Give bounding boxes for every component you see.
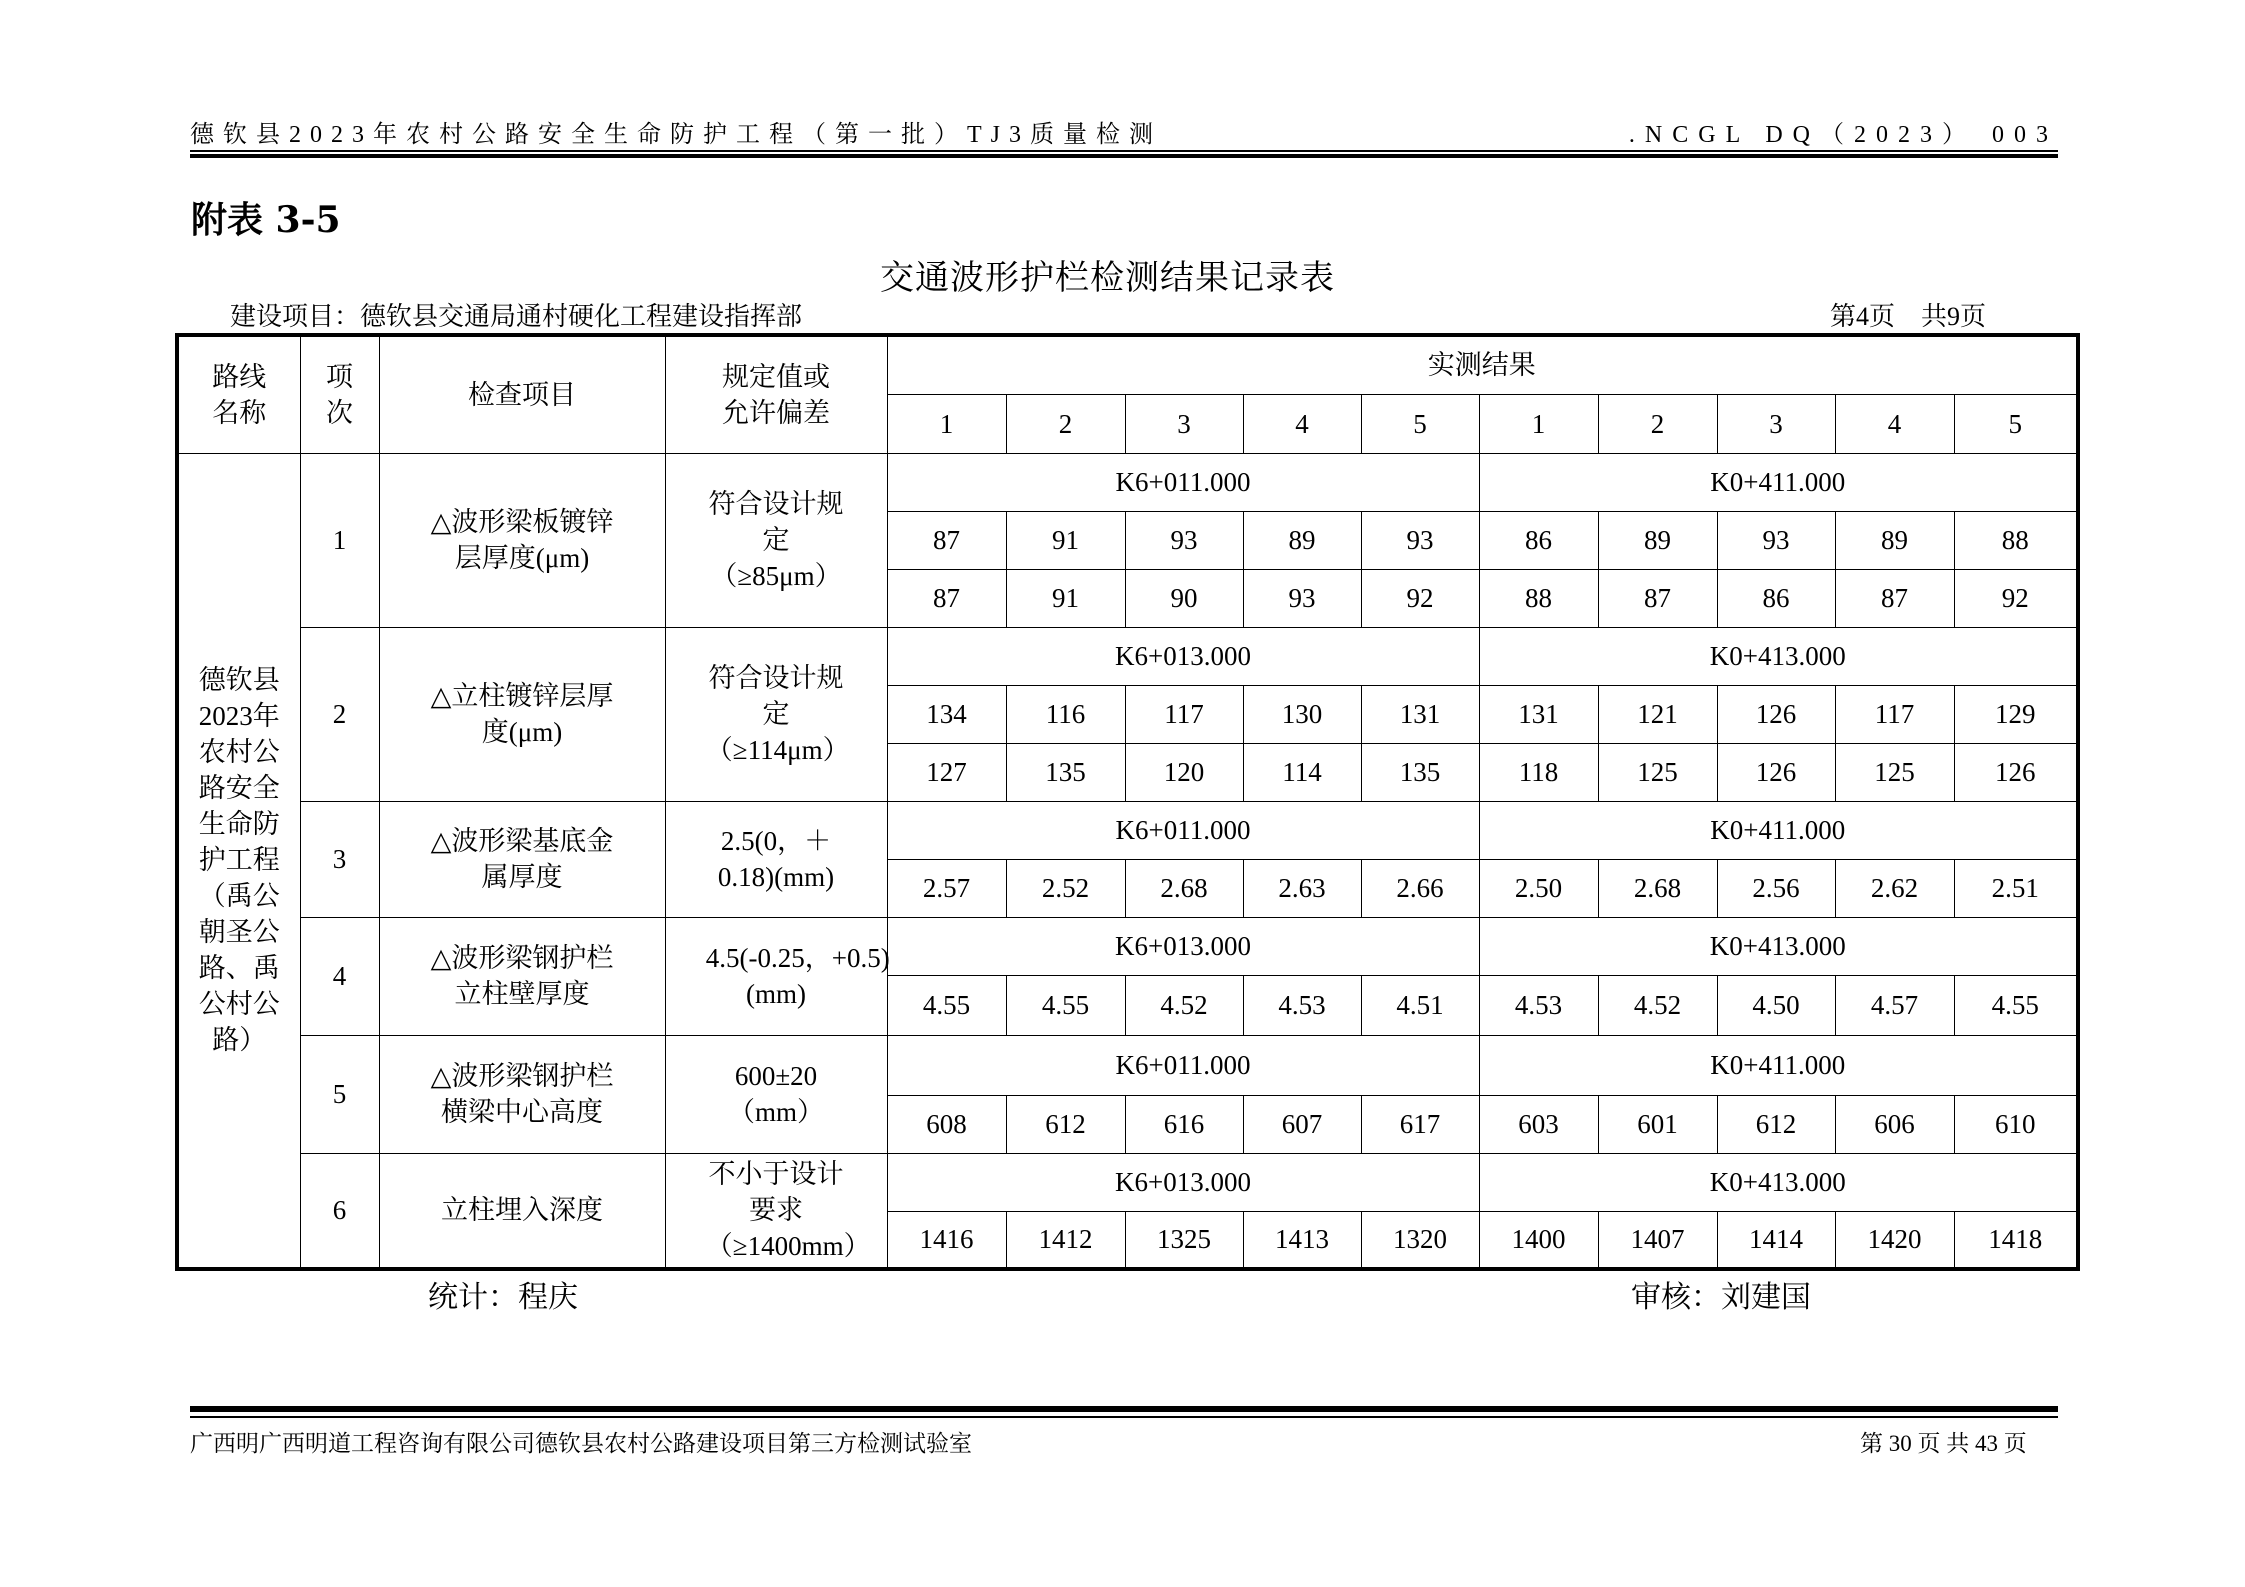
measurement-value: 91 bbox=[1006, 569, 1125, 627]
col-header-spec bbox=[665, 335, 887, 453]
check-item-name bbox=[379, 627, 665, 801]
measurement-value: 4.50 bbox=[1717, 975, 1835, 1035]
station-label: K6+011.000 bbox=[887, 801, 1479, 859]
page-title: 交通波形护栏检测结果记录表 bbox=[880, 258, 1335, 298]
check-item-name bbox=[379, 801, 665, 917]
measurement-value: 1320 bbox=[1361, 1211, 1479, 1269]
measurement-value: 606 bbox=[1835, 1095, 1954, 1153]
measurement-value: 616 bbox=[1125, 1095, 1243, 1153]
measurement-value: 126 bbox=[1717, 743, 1835, 801]
header-rule-thin bbox=[190, 150, 2058, 152]
header-project-title: 德钦县2023年农村公路安全生命防护工程（第一批）TJ3质量检测 bbox=[190, 122, 1162, 148]
point-number-header: 3 bbox=[1125, 394, 1243, 453]
spec-label: 4.5(-0.25，+0.5)(mm) bbox=[705, 943, 890, 1009]
measurement-value: 603 bbox=[1479, 1095, 1598, 1153]
spec-label: 600±20（mm） bbox=[727, 1061, 824, 1127]
measurement-value: 92 bbox=[1361, 569, 1479, 627]
spec-label: 符合设计规定（≥114μm） bbox=[705, 663, 850, 765]
item-number: 1 bbox=[300, 453, 379, 627]
running-header bbox=[190, 114, 2058, 148]
measurement-value: 1412 bbox=[1006, 1211, 1125, 1269]
spec-label: 不小于设计要求（≥1400mm） bbox=[705, 1159, 871, 1262]
measurement-value: 126 bbox=[1717, 685, 1835, 743]
measurement-value: 2.68 bbox=[1125, 859, 1243, 917]
reviewer-signature: 审核：刘建国 bbox=[1631, 1280, 1811, 1315]
point-number-header: 2 bbox=[1006, 394, 1125, 453]
point-number-header: 5 bbox=[1361, 394, 1479, 453]
point-number-header: 1 bbox=[887, 394, 1006, 453]
spec-value bbox=[665, 801, 887, 917]
footer-rule-thick bbox=[190, 1406, 2058, 1412]
measurement-value: 125 bbox=[1835, 743, 1954, 801]
measurement-value: 1407 bbox=[1598, 1211, 1717, 1269]
results-table bbox=[175, 333, 2080, 1271]
station-label: K0+413.000 bbox=[1479, 917, 2078, 975]
measurement-value: 126 bbox=[1954, 743, 2078, 801]
measurement-value: 89 bbox=[1835, 511, 1954, 569]
footer-rule-thin bbox=[190, 1416, 2058, 1418]
station-row bbox=[177, 1035, 2078, 1095]
measurement-value: 1413 bbox=[1243, 1211, 1361, 1269]
measurement-value: 93 bbox=[1125, 511, 1243, 569]
measurement-value: 120 bbox=[1125, 743, 1243, 801]
footer-page-number: 第 30 页 共 43 页 bbox=[1860, 1431, 2027, 1456]
measurement-value: 1414 bbox=[1717, 1211, 1835, 1269]
station-row bbox=[177, 453, 2078, 511]
statistician-signature: 统计：程庆 bbox=[428, 1280, 578, 1315]
measurement-value: 91 bbox=[1006, 511, 1125, 569]
col-header-check-item: 检查项目 bbox=[379, 335, 665, 453]
table-page-info: 第4页 共9页 bbox=[1830, 302, 1987, 331]
col-header-route bbox=[177, 335, 300, 453]
station-label: K0+411.000 bbox=[1479, 453, 2078, 511]
check-item-name bbox=[379, 453, 665, 627]
measurement-value: 4.55 bbox=[887, 975, 1006, 1035]
measurement-value: 118 bbox=[1479, 743, 1598, 801]
measurement-value: 607 bbox=[1243, 1095, 1361, 1153]
check-item-name bbox=[379, 917, 665, 1035]
col-header-spec-label: 规定值或允许偏差 bbox=[722, 361, 830, 428]
measurement-value: 2.68 bbox=[1598, 859, 1717, 917]
measurement-value: 4.57 bbox=[1835, 975, 1954, 1035]
measurement-value: 117 bbox=[1835, 685, 1954, 743]
measurement-value: 135 bbox=[1361, 743, 1479, 801]
point-number-header: 2 bbox=[1598, 394, 1717, 453]
item-number: 4 bbox=[300, 917, 379, 1035]
measurement-value: 1420 bbox=[1835, 1211, 1954, 1269]
measurement-value: 2.52 bbox=[1006, 859, 1125, 917]
check-item-label: △立柱镀锌层厚度(μm) bbox=[430, 681, 614, 747]
measurement-value: 4.51 bbox=[1361, 975, 1479, 1035]
header-rule-thick bbox=[190, 154, 2058, 158]
measurement-value: 129 bbox=[1954, 685, 2078, 743]
measurement-value: 1400 bbox=[1479, 1211, 1598, 1269]
measurement-value: 1325 bbox=[1125, 1211, 1243, 1269]
measurement-value: 2.57 bbox=[887, 859, 1006, 917]
measurement-value: 4.55 bbox=[1954, 975, 2078, 1035]
item-number: 5 bbox=[300, 1035, 379, 1153]
measurement-value: 87 bbox=[887, 511, 1006, 569]
measurement-value: 86 bbox=[1717, 569, 1835, 627]
measurement-value: 601 bbox=[1598, 1095, 1717, 1153]
measurement-value: 4.53 bbox=[1479, 975, 1598, 1035]
measurement-value: 89 bbox=[1598, 511, 1717, 569]
measurement-value: 88 bbox=[1479, 569, 1598, 627]
check-item-label: △波形梁板镀锌层厚度(μm) bbox=[430, 507, 614, 573]
spec-value bbox=[665, 627, 887, 801]
station-label: K0+413.000 bbox=[1479, 627, 2078, 685]
measurement-value: 87 bbox=[1835, 569, 1954, 627]
point-number-header: 1 bbox=[1479, 394, 1598, 453]
route-name: 德钦县2023年农村公路安全生命防护工程（禹公朝圣公路、禹公村公路） bbox=[198, 665, 280, 1056]
measurement-value: 93 bbox=[1361, 511, 1479, 569]
point-number-header: 5 bbox=[1954, 394, 2078, 453]
station-row bbox=[177, 627, 2078, 685]
measurement-value: 4.52 bbox=[1598, 975, 1717, 1035]
check-item-label: △波形梁钢护栏立柱壁厚度 bbox=[430, 943, 614, 1009]
measurement-value: 86 bbox=[1479, 511, 1598, 569]
measurement-value: 135 bbox=[1006, 743, 1125, 801]
col-header-results: 实测结果 bbox=[887, 335, 2078, 394]
measurement-value: 121 bbox=[1598, 685, 1717, 743]
station-label: K6+013.000 bbox=[887, 1153, 1479, 1211]
station-row bbox=[177, 1153, 2078, 1211]
spec-value bbox=[665, 1153, 887, 1269]
spec-value bbox=[665, 917, 890, 1035]
measurement-value: 612 bbox=[1006, 1095, 1125, 1153]
measurement-value: 131 bbox=[1479, 685, 1598, 743]
project-line: 建设项目：德钦县交通局通村硬化工程建设指挥部 bbox=[230, 302, 803, 331]
item-number: 6 bbox=[300, 1153, 379, 1269]
station-row bbox=[177, 801, 2078, 859]
measurement-value: 608 bbox=[887, 1095, 1006, 1153]
measurement-value: 93 bbox=[1717, 511, 1835, 569]
station-label: K0+411.000 bbox=[1479, 801, 2078, 859]
footer-company: 广西明广西明道工程咨询有限公司德钦县农村公路建设项目第三方检测试验室 bbox=[190, 1431, 972, 1456]
measurement-value: 89 bbox=[1243, 511, 1361, 569]
measurement-value: 612 bbox=[1717, 1095, 1835, 1153]
check-item-label: △波形梁基底金属厚度 bbox=[430, 826, 614, 892]
measurement-value: 610 bbox=[1954, 1095, 2078, 1153]
measurement-value: 88 bbox=[1954, 511, 2078, 569]
point-number-header: 4 bbox=[1835, 394, 1954, 453]
measurement-value: 2.62 bbox=[1835, 859, 1954, 917]
measurement-value: 2.63 bbox=[1243, 859, 1361, 917]
measurement-value: 93 bbox=[1243, 569, 1361, 627]
route-name-cell bbox=[177, 453, 300, 1269]
spec-label: 2.5(0，＋0.18)(mm) bbox=[717, 826, 835, 892]
point-number-header: 3 bbox=[1717, 394, 1835, 453]
item-number: 3 bbox=[300, 801, 379, 917]
measurement-value: 134 bbox=[887, 685, 1006, 743]
measurement-value: 2.50 bbox=[1479, 859, 1598, 917]
measurement-value: 2.56 bbox=[1717, 859, 1835, 917]
measurement-value: 92 bbox=[1954, 569, 2078, 627]
measurement-value: 1416 bbox=[887, 1211, 1006, 1269]
measurement-value: 87 bbox=[887, 569, 1006, 627]
annex-label: 附表 3-5 bbox=[191, 199, 341, 241]
measurement-value: 127 bbox=[887, 743, 1006, 801]
point-number-header: 4 bbox=[1243, 394, 1361, 453]
station-label: K6+011.000 bbox=[887, 453, 1479, 511]
station-label: K6+013.000 bbox=[887, 917, 1479, 975]
spec-value bbox=[665, 1035, 887, 1153]
measurement-value: 87 bbox=[1598, 569, 1717, 627]
station-label: K0+411.000 bbox=[1479, 1035, 2078, 1095]
check-item-label: △波形梁钢护栏横梁中心高度 bbox=[430, 1061, 614, 1127]
measurement-value: 4.53 bbox=[1243, 975, 1361, 1035]
header-doc-number: .NCGL DQ（2023） 003 bbox=[1628, 122, 2058, 148]
measurement-value: 130 bbox=[1243, 685, 1361, 743]
station-label: K0+413.000 bbox=[1479, 1153, 2078, 1211]
measurement-value: 114 bbox=[1243, 743, 1361, 801]
check-item-name bbox=[379, 1035, 665, 1153]
measurement-value: 2.66 bbox=[1361, 859, 1479, 917]
col-header-item-no-label: 项次 bbox=[326, 361, 353, 428]
measurement-value: 125 bbox=[1598, 743, 1717, 801]
station-row bbox=[177, 917, 2078, 975]
measurement-value: 1418 bbox=[1954, 1211, 2078, 1269]
measurement-value: 117 bbox=[1125, 685, 1243, 743]
check-item-name bbox=[379, 1153, 665, 1269]
measurement-value: 4.52 bbox=[1125, 975, 1243, 1035]
measurement-value: 90 bbox=[1125, 569, 1243, 627]
measurement-value: 2.51 bbox=[1954, 859, 2078, 917]
measurement-value: 116 bbox=[1006, 685, 1125, 743]
measurement-value: 131 bbox=[1361, 685, 1479, 743]
col-header-item-no bbox=[300, 335, 379, 453]
station-label: K6+013.000 bbox=[887, 627, 1479, 685]
check-item-label: 立柱埋入深度 bbox=[440, 1195, 603, 1226]
spec-value bbox=[665, 453, 887, 627]
station-label: K6+011.000 bbox=[887, 1035, 1479, 1095]
spec-label: 符合设计规定（≥85μm） bbox=[708, 489, 844, 591]
col-header-route-label: 路线名称 bbox=[212, 361, 267, 428]
header-row-1 bbox=[177, 335, 2078, 394]
measurement-value: 4.55 bbox=[1006, 975, 1125, 1035]
item-number: 2 bbox=[300, 627, 379, 801]
measurement-value: 617 bbox=[1361, 1095, 1479, 1153]
